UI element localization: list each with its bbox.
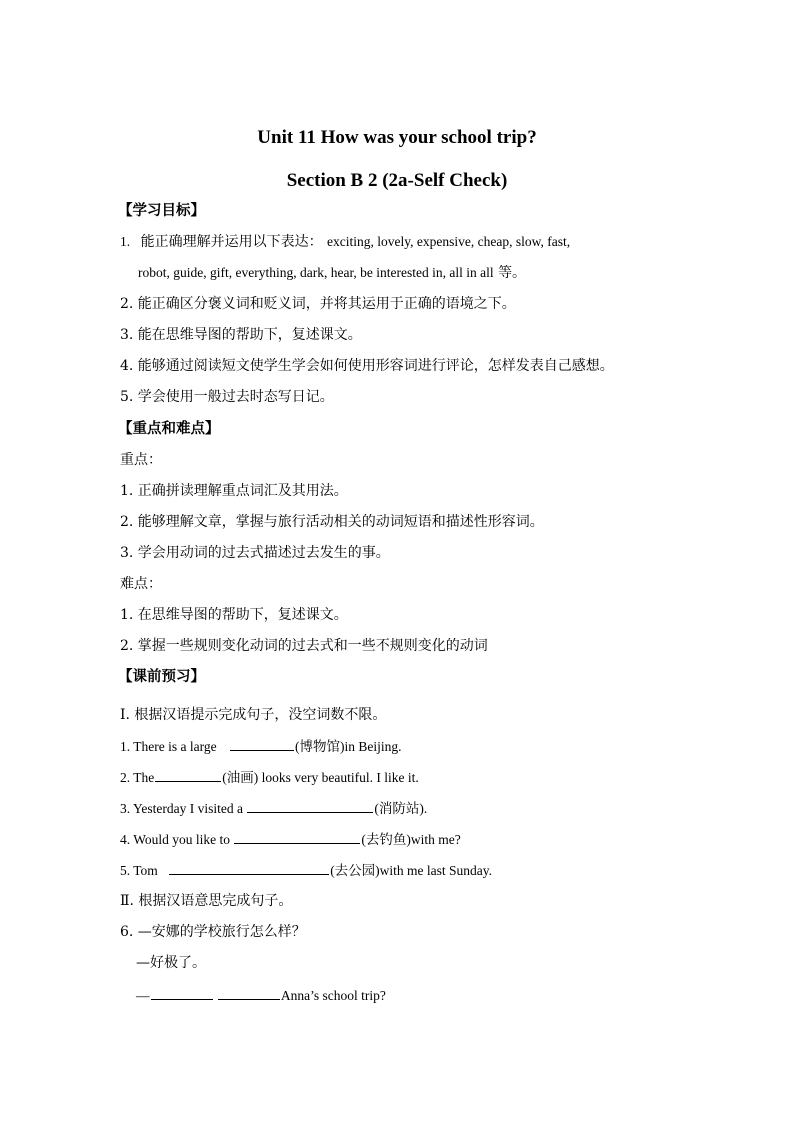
question-2-text: 2. The — [120, 770, 155, 785]
difficult-points-label: 难点： — [120, 576, 162, 592]
question-6: 6. —安娜的学校旅行怎么样？ — [120, 924, 306, 940]
question-4-text: 4. Would you like to — [120, 832, 231, 847]
question-2 — [120, 767, 419, 788]
question-4 — [120, 829, 461, 850]
question-4-hint: (去钓鱼)with me? — [361, 832, 461, 847]
heading-key-points: 【重点和难点】 — [118, 420, 220, 437]
question-6-end: Anna’s school trip? — [280, 988, 386, 1003]
difficult-point-1: 1. 在思维导图的帮助下，复述课文。 — [120, 607, 348, 623]
question-6-dash: — — [136, 988, 150, 1003]
goal-4: 4. 能够通过阅读短文使学生学会如何使用形容词进行评论，怎样发表自己感想。 — [120, 358, 614, 374]
heading-preview: 【课前预习】 — [118, 668, 205, 685]
question-6-reply: —好极了。 — [136, 955, 206, 971]
part-1-title: Ⅰ. 根据汉语提示完成句子，没空词数不限。 — [120, 707, 387, 723]
goal-1 — [120, 232, 570, 252]
goal-1-continued — [138, 263, 526, 283]
question-5-text: 5. Tom — [120, 863, 158, 878]
question-1 — [120, 736, 401, 757]
unit-title: Unit 11 How was your school trip? — [257, 127, 537, 148]
answer-blank[interactable] — [247, 798, 373, 813]
heading-learning-goals: 【学习目标】 — [118, 202, 205, 219]
question-3 — [120, 798, 427, 819]
question-1-hint: (博物馆)in Beijing. — [294, 739, 402, 754]
part-2-title: Ⅱ. 根据汉语意思完成句子。 — [120, 893, 293, 909]
key-point-2: 2. 能够理解文章，掌握与旅行活动相关的动词短语和描述性形容词。 — [120, 514, 544, 530]
question-5 — [120, 860, 492, 881]
question-6-answer — [136, 985, 386, 1006]
goal-5: 5. 学会使用一般过去时态写日记。 — [120, 389, 334, 405]
key-points-label: 重点： — [120, 452, 162, 468]
difficult-point-2: 2. 掌握一些规则变化动词的过去式和一些不规则变化的动词 — [120, 638, 488, 654]
goal-1-words: exciting, lovely, expensive, cheap, slow, fast, — [327, 234, 571, 249]
key-point-3: 3. 学会用动词的过去式描述过去发生的事。 — [120, 545, 390, 561]
goal-1-end: 等。 — [498, 265, 527, 281]
section-title: Section B 2 (2a-Self Check) — [286, 170, 508, 191]
question-3-text: 3. Yesterday I visited a — [120, 801, 243, 816]
question-2-hint: (油画) looks very beautiful. I like it. — [222, 770, 419, 785]
question-1-text: 1. There is a large — [120, 739, 217, 754]
key-point-1: 1. 正确拼读理解重点词汇及其用法。 — [120, 483, 348, 499]
question-3-hint: (消防站). — [374, 801, 428, 816]
answer-blank[interactable] — [218, 985, 280, 1000]
question-5-hint: (去公园)with me last Sunday. — [330, 863, 493, 878]
answer-blank[interactable] — [169, 860, 329, 875]
goal-1-number: 1. — [120, 234, 131, 249]
answer-blank[interactable] — [151, 985, 213, 1000]
answer-blank[interactable] — [155, 767, 221, 782]
goal-1-text: 能正确理解并运用以下表达： — [140, 234, 323, 250]
answer-blank[interactable] — [230, 736, 294, 751]
goal-3: 3. 能在思维导图的帮助下，复述课文。 — [120, 327, 362, 343]
goal-1-words-cont: robot, guide, gift, everything, dark, hear, be interested in, all in all — [138, 265, 494, 280]
goal-2: 2. 能正确区分褒义词和贬义词，并将其运用于正确的语境之下。 — [120, 296, 516, 312]
answer-blank[interactable] — [234, 829, 360, 844]
